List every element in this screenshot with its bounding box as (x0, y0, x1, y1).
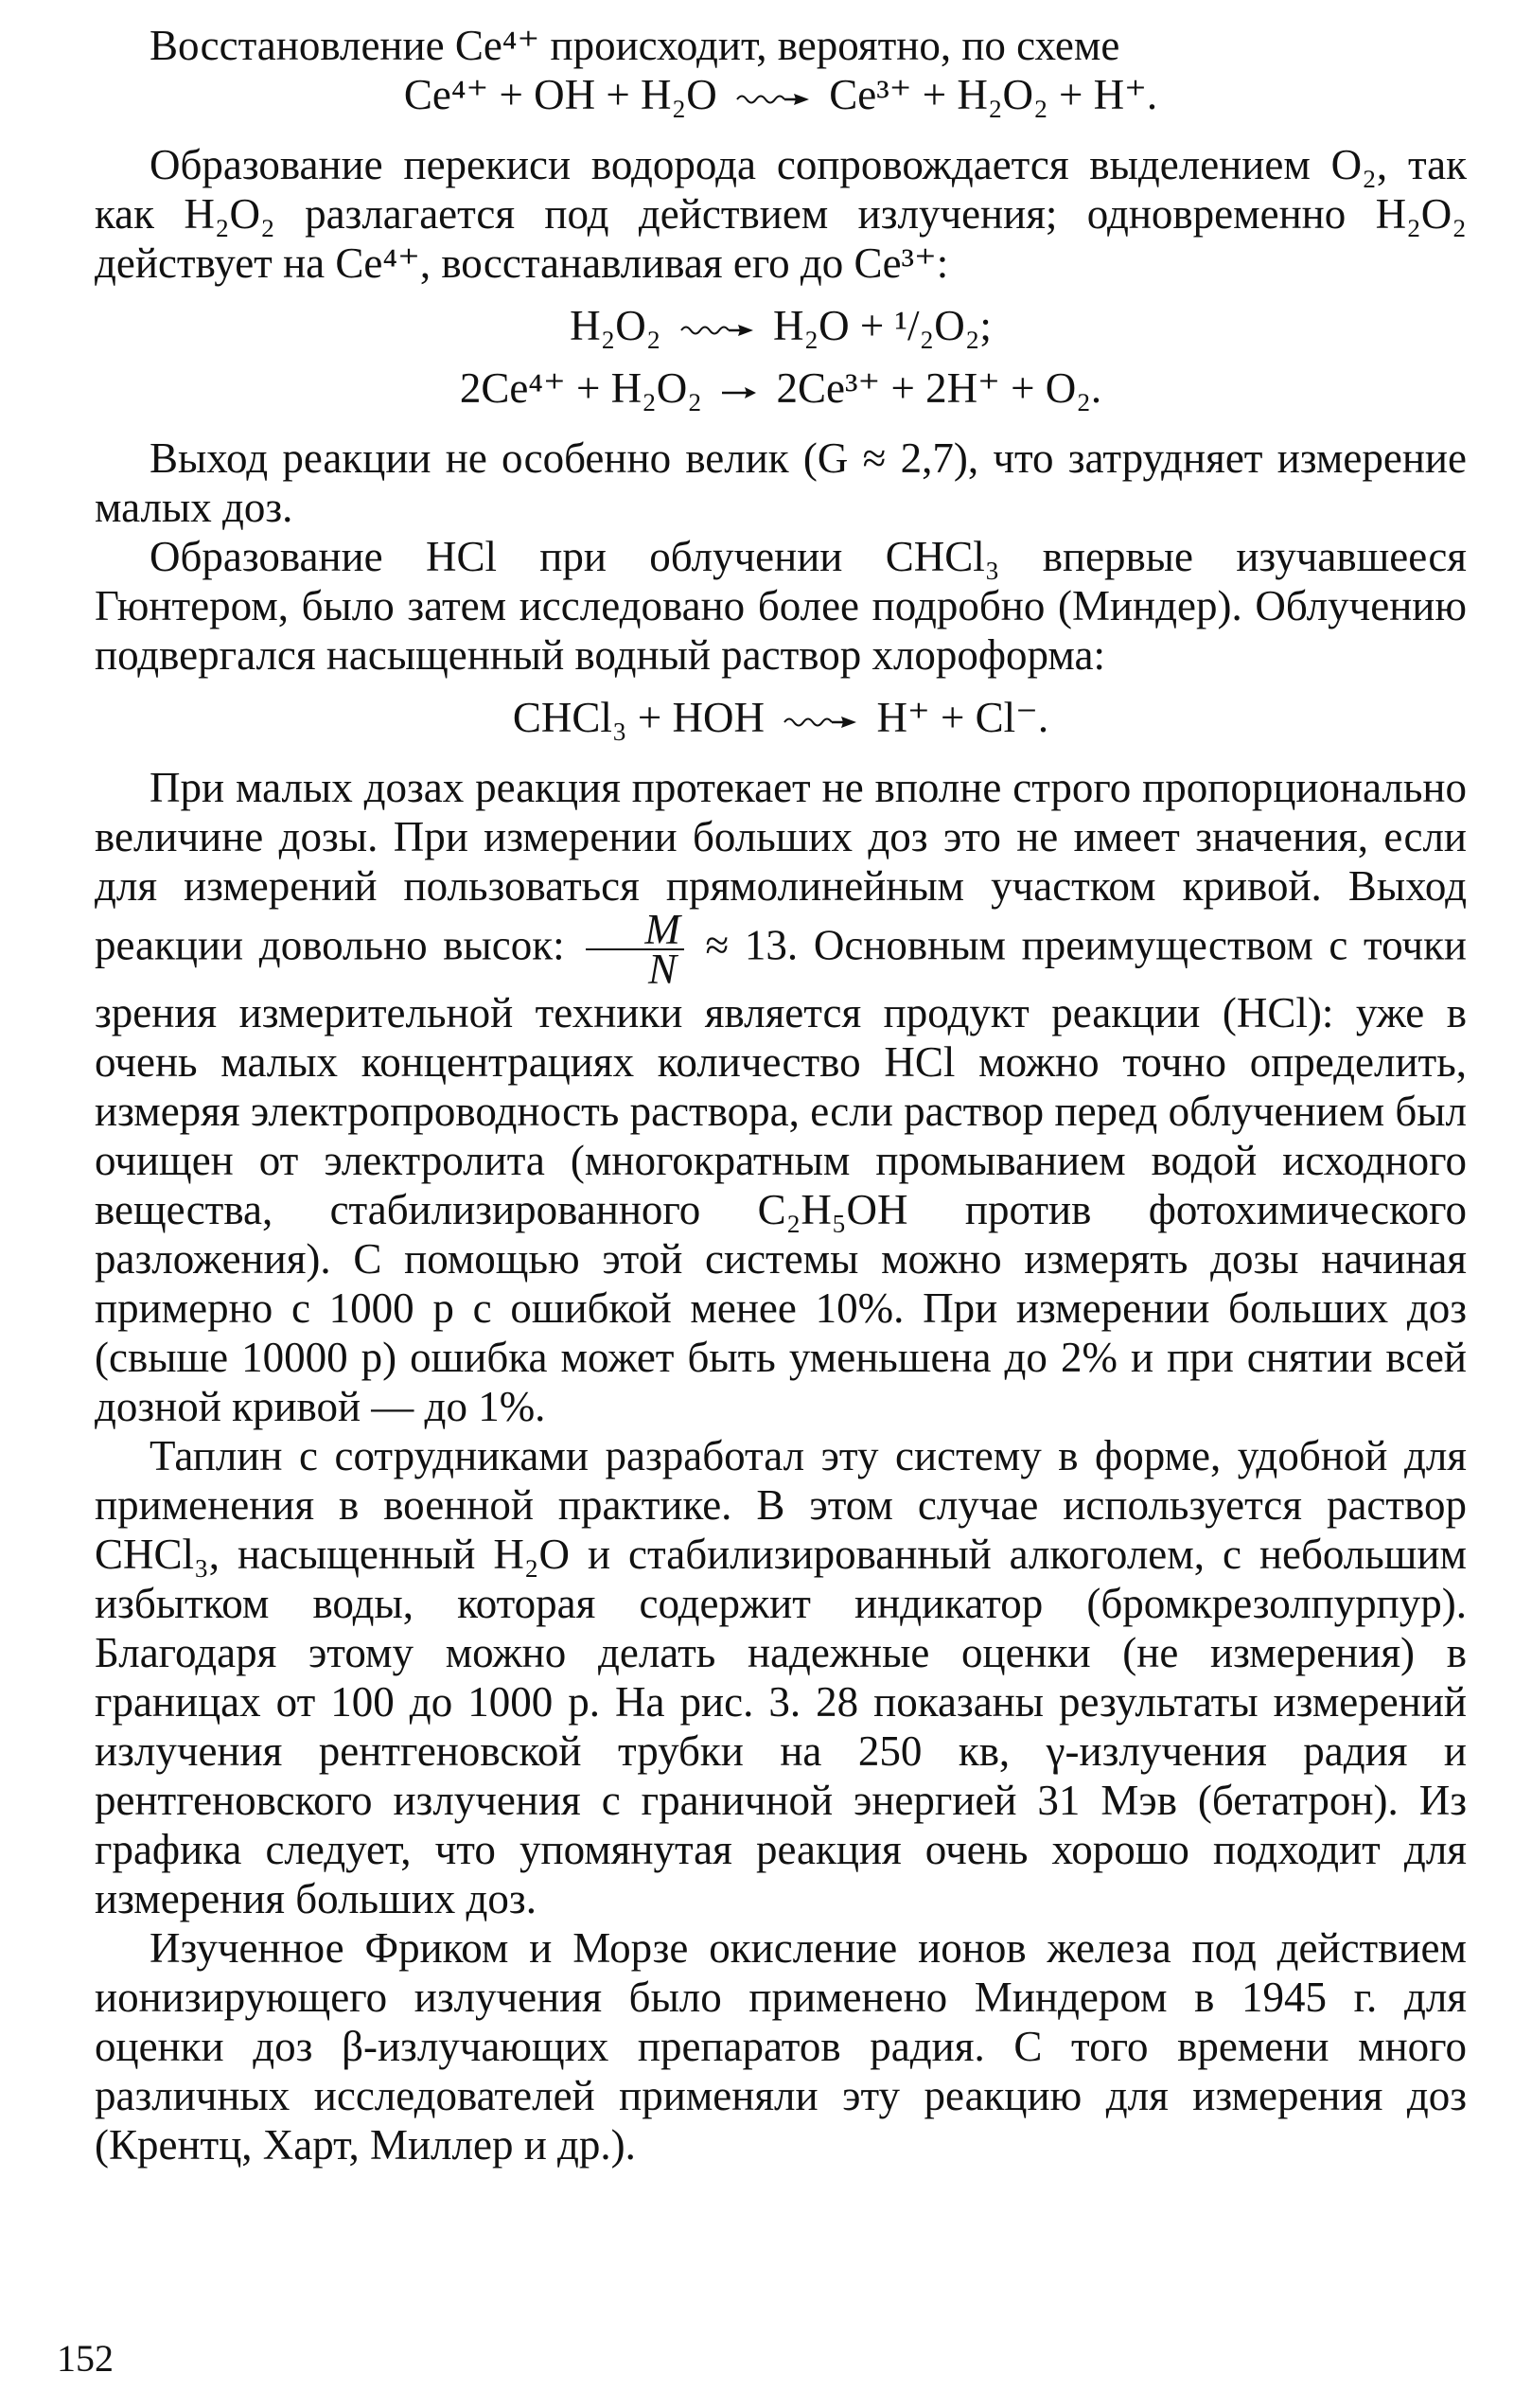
formula-right: 2Ce³⁺ + 2H⁺ + O₂. (776, 364, 1102, 412)
paragraph-small-doses (95, 763, 1467, 1431)
wavy-arrow-icon (783, 713, 858, 732)
wavy-arrow-icon (679, 321, 755, 340)
paragraph-fricke-morse: Изученное Фриком и Морзе окисление ионов железа под действием ионизирующего излучения было применено Миндером в 1945 г. для оценки доз β-излучающих препаратов радия. С того времени много различных исследователей применяли эту реакцию для измерения доз (Крентц, Харт, Миллер и др.). (95, 1924, 1467, 2169)
paragraph-text-part1: При малых дозах реакция протекает не вполне строго пропорционально величине дозы. При измерении больших доз это не имеет значения, если для измерений пользоваться прямолинейным участком кривой. Выход реакции довольно высок: (95, 764, 1467, 969)
fraction-m-over-n (586, 906, 684, 993)
formula-right: H₂O + ¹/₂O₂; (772, 302, 992, 349)
formula-left: Ce⁴⁺ + OH + H₂O (403, 71, 717, 118)
formula-right: H⁺ + Cl⁻. (876, 694, 1049, 741)
page-body (95, 21, 1467, 2169)
paragraph-cerium-reduction: Восстановление Ce⁴⁺ происходит, вероятно, по схеме (150, 22, 1120, 69)
formula-left: H₂O₂ (570, 302, 661, 349)
page-number: 152 (57, 2337, 114, 2380)
formula-left: CHCl₃ + HOH (512, 694, 765, 741)
formula-chloroform (95, 693, 1467, 742)
formula-peroxide-decomposition (95, 301, 1467, 350)
formula-left: 2Ce⁴⁺ + H₂O₂ (459, 364, 702, 412)
paragraph-hcl-formation: Образование HCl при облучении CHCl₃ впервые изучавшееся Гюнтером, было затем исследовано более подробно (Миндер). Облучению подвергался насыщенный водный раствор хлороформа: (95, 533, 1467, 679)
paragraph-peroxide: Образование перекиси водорода сопровождается выделением O₂, так как H₂O₂ разлагается под действием излучения; одновременно H₂O₂ действует на Ce⁴⁺, восстанавливая его до Ce³⁺: (95, 141, 1467, 287)
formula-cerium-peroxide (95, 363, 1467, 413)
wavy-arrow-icon (735, 90, 811, 109)
paragraph-yield: Выход реакции не особенно велик (G ≈ 2,7), что затрудняет измерение малых доз. (95, 434, 1467, 531)
fraction-denominator: N (648, 946, 678, 993)
paragraph-text-part2: ≈ 13. Основным преимуществом с точки зрения измерительной техники является продукт реакции (HCl): уже в очень малых концентрациях количество HCl можно точно определить, измеряя электропроводность раствора, если раствор перед облучением был очищен от электролита (многократным промыванием водой исходного вещества, стабилизированного C₂H₅OH против фотохимического разложения). С помощью этой системы можно измерять дозы начиная примерно с 1000 р с ошибкой менее 10%. При измерении больших доз (свыше 10000 р) ошибка может быть уменьшена до 2% и при снятии всей дозной кривой — до 1%. (95, 921, 1468, 1430)
paragraph-taplin: Таплин с сотрудниками разработал эту систему в форме, удобной для применения в военной практике. В этом случае используется раствор CHCl₃, насыщенный H₂O и стабилизированный алкоголем, с небольшим избытком воды, которая содержит индикатор (бромкрезолпурпур). Благодаря этому можно делать надежные оценки (не измерения) в границах от 100 до 1000 р. На рис. 3. 28 показаны результаты измерений излучения рентгеновской трубки на 250 кв, γ-излучения радия и рентгеновского излучения с граничной энергией 31 Мэв (бетатрон). Из графика следует, что упомянутая реакция очень хорошо подходит для измерения больших доз. (95, 1432, 1467, 1922)
formula-cerium-oh (95, 70, 1467, 119)
straight-arrow-icon (720, 383, 758, 402)
fraction-numerator: M (586, 911, 684, 950)
formula-right: Ce³⁺ + H₂O₂ + H⁺. (829, 71, 1158, 118)
